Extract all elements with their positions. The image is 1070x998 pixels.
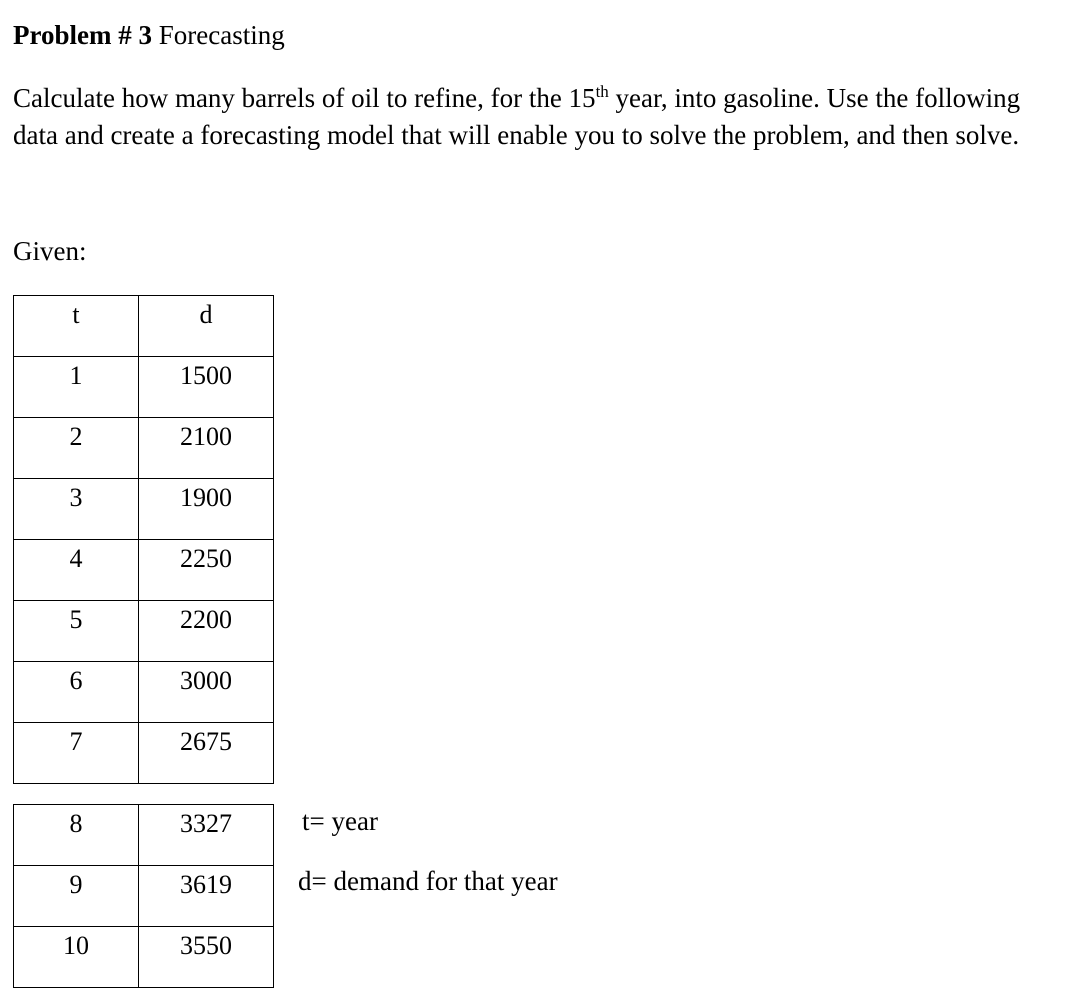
problem-topic: Forecasting [151, 20, 285, 50]
cell-d: 2675 [139, 723, 274, 784]
cell-t: 6 [14, 662, 139, 723]
cell-t: 10 [14, 927, 139, 988]
problem-statement [13, 80, 1065, 154]
header-t: t [14, 296, 139, 357]
cell-t: 1 [14, 357, 139, 418]
legend-t-definition: t= year [302, 806, 378, 836]
table-row [14, 866, 274, 927]
cell-t: 7 [14, 723, 139, 784]
cell-d: 3550 [139, 927, 274, 988]
table-row [14, 601, 274, 662]
ordinal-suffix: th [595, 82, 609, 101]
header-d: d [139, 296, 274, 357]
given-label: Given: [13, 236, 87, 266]
cell-d: 2200 [139, 601, 274, 662]
data-table-bottom [13, 804, 274, 988]
table-row [14, 805, 274, 866]
data-table-top [13, 295, 274, 784]
problem-text-end: year, into gasoline. Use the following data and create a forecasting model that will enable you to solve the problem, and then solve. [13, 83, 1021, 150]
cell-d: 2100 [139, 418, 274, 479]
legend-d-definition: d= demand for that year [298, 866, 558, 896]
table-row [14, 927, 274, 988]
cell-t: 8 [14, 805, 139, 866]
cell-d: 3619 [139, 866, 274, 927]
cell-t: 9 [14, 866, 139, 927]
cell-d: 3000 [139, 662, 274, 723]
cell-d: 1900 [139, 479, 274, 540]
problem-number: Problem # 3 [13, 20, 152, 50]
table-row [14, 662, 274, 723]
cell-d: 1500 [139, 357, 274, 418]
table-row [14, 723, 274, 784]
problem-text-start: Calculate how many barrels of oil to refine, for the 15 [13, 83, 596, 113]
cell-t: 3 [14, 479, 139, 540]
cell-d: 2250 [139, 540, 274, 601]
cell-d: 3327 [139, 805, 274, 866]
problem-title [13, 20, 285, 51]
table-row [14, 418, 274, 479]
table-row [14, 540, 274, 601]
table-header-row [14, 296, 274, 357]
cell-t: 4 [14, 540, 139, 601]
table-row [14, 479, 274, 540]
cell-t: 5 [14, 601, 139, 662]
cell-t: 2 [14, 418, 139, 479]
table-row [14, 357, 274, 418]
